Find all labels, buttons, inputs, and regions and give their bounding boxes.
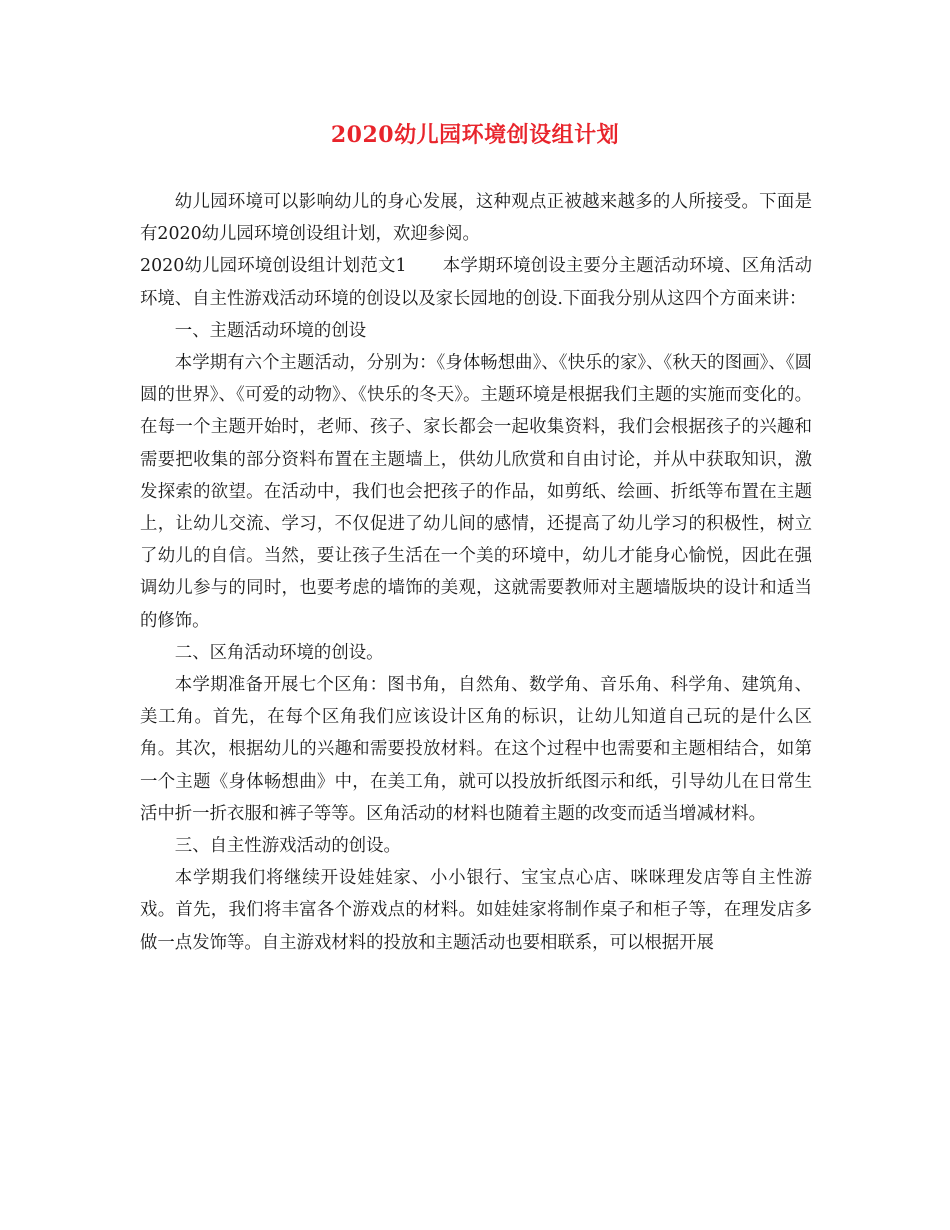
intro-paragraph: 幼儿园环境可以影响幼儿的身心发展，这种观点正被越来越多的人所接受。下面是有2020幼儿园环境创设组计划，欢迎参阅。 (140, 192, 812, 245)
sample-heading: 2020幼儿园环境创设组计划范文1 (140, 256, 407, 277)
section-heading-3: 三、自主性游戏活动的创设。 (174, 836, 401, 857)
section-paragraph-1: 本学期有六个主题活动，分别为：《身体畅想曲》、《快乐的家》、《秋天的图画》、《圆圆的世界》、《可爱的动物》、《快乐的冬天》。主题环境是根据我们主题的实施而变化的。在每一个主题开始时，老师、孩子、家长都会一起收集资料，我们会根据孩子的兴趣和需要把收集的部分资料布置在主题墙上，供幼儿欣赏和自由讨论，并从中获取知识，激发探索的欲望。在活动中，我们也会把孩子的作品，如剪纸、绘画、折纸等布置在主题上，让幼儿交流、学习，不仅促进了幼儿间的感情，还提高了幼儿学习的积极性，树立了幼儿的自信。当然，要让孩子生活在一个美的环境中，幼儿才能身心愉悦，因此在强调幼儿参与的同时，也要考虑的墙饰的美观，这就需要教师对主题墙版块的设计和适当的修饰。 (140, 353, 812, 631)
section-heading-1: 一、主题活动环境的创设 (174, 320, 367, 341)
section-paragraph-2: 本学期准备开展七个区角：图书角，自然角、数学角、音乐角、科学角、建筑角、美工角。首先，在每个区角我们应该设计区角的标识，让幼儿知道自己玩的是什么区角。其次，根据幼儿的兴趣和需要投放材料。在这个过程中也需要和主题相结合，如第一个主题《身体畅想曲》中，在美工角，就可以投放折纸图示和纸，引导幼儿在日常生活中折一折衣服和裤子等等。区角活动的材料也随着主题的改变而适当增减材料。 (140, 675, 812, 824)
document-body (140, 186, 812, 959)
section-paragraph-3: 本学期我们将继续开设娃娃家、小小银行、宝宝点心店、咪咪理发店等自主性游戏。首先，我们将丰富各个游戏点的材料。如娃娃家将制作桌子和柜子等，在理发店多做一点发饰等。自主游戏材料的投放和主题活动也要相联系，可以根据开展 (140, 868, 812, 953)
sample-intro: 本学期环境创设主要分主题活动环境、区角活动环境、自主性游戏活动环境的创设以及家长园地的创设.下面我分别从这四个方面来讲： (140, 256, 812, 309)
sample-paragraph (140, 250, 812, 314)
section-heading-2: 二、区角活动环境的创设。 (174, 642, 384, 663)
document-title: 2020幼儿园环境创设组计划 (330, 122, 620, 148)
